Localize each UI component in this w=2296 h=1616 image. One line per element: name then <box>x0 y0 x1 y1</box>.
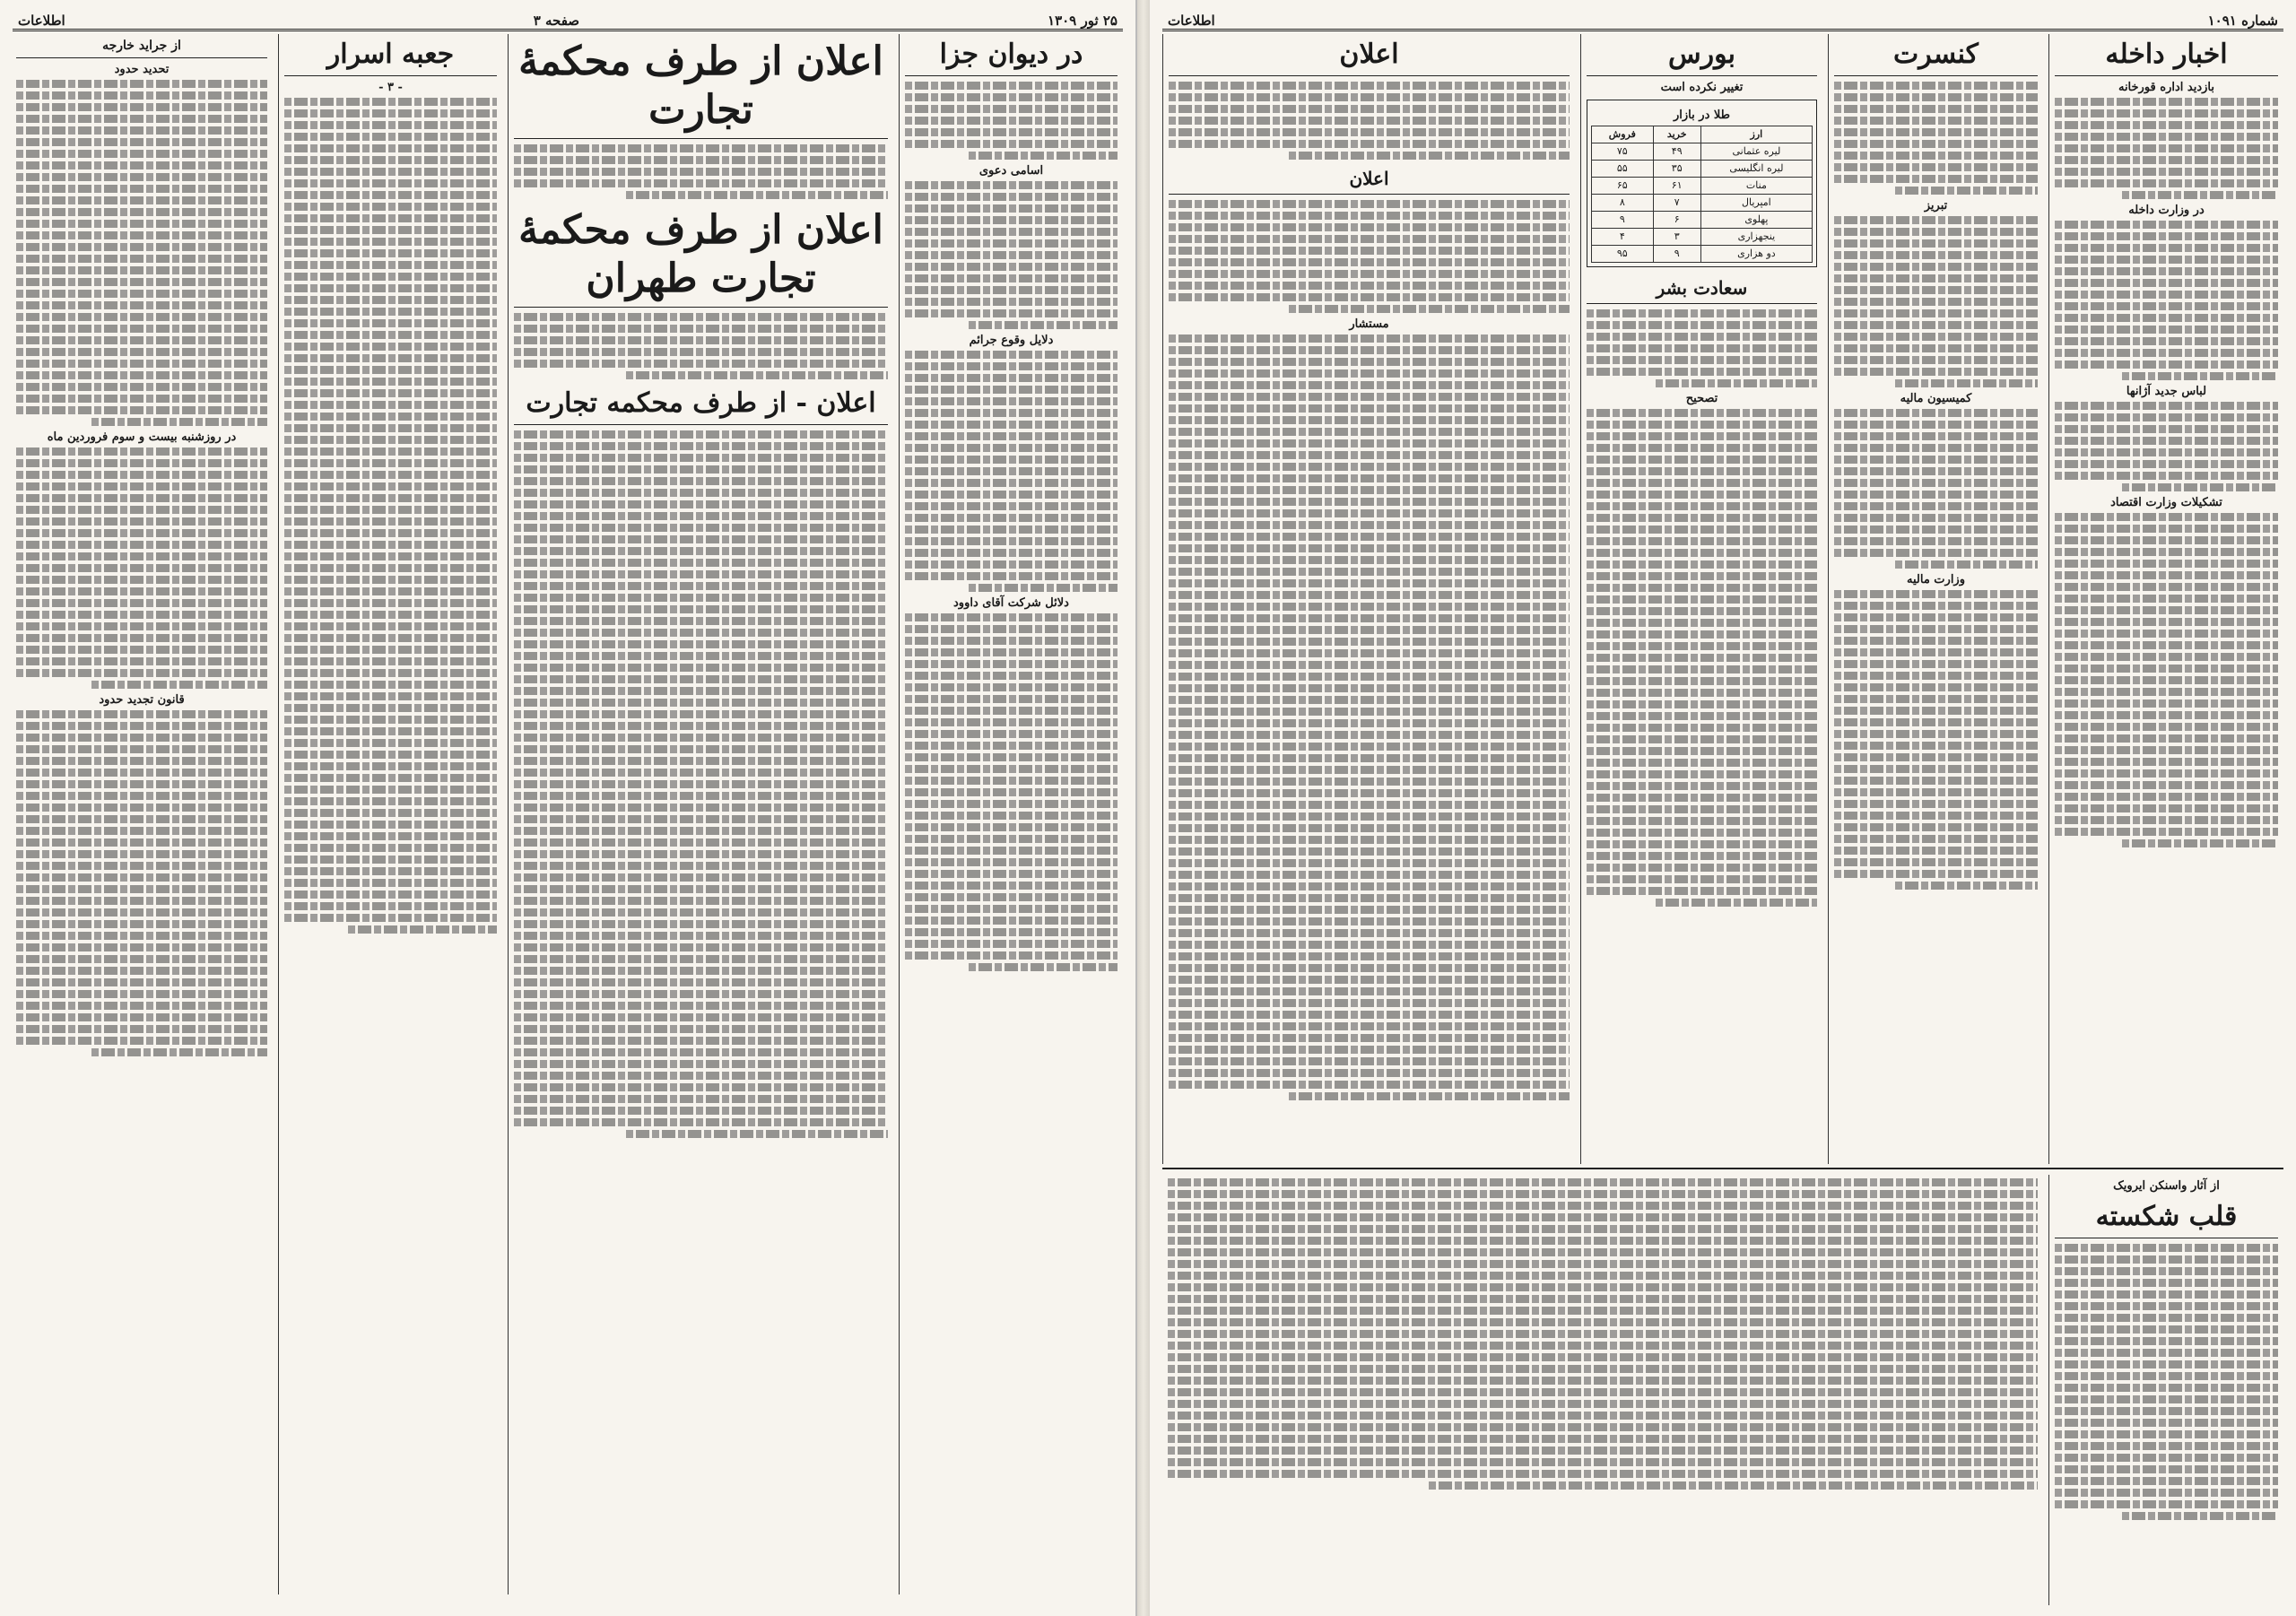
kicker: از آثار واسنکن ایرویک <box>2113 1179 2220 1193</box>
column-heading: جعبه اسرار <box>284 34 497 76</box>
table-header: فروش <box>1592 126 1654 143</box>
column-heading: بورس <box>1587 34 1817 76</box>
column-feuilleton <box>2048 1175 2283 1605</box>
column-secrets <box>278 34 502 1594</box>
column-foreign-press <box>11 34 273 1594</box>
subheading-large: اعلان <box>1169 163 1570 195</box>
subheading: کمیسیون مالیه <box>1900 392 1972 405</box>
table-cell: ۳۵ <box>1653 161 1700 178</box>
header-page-no: صفحه ۳ <box>533 13 580 29</box>
column-heading: قلب شکسته <box>2055 1196 2278 1238</box>
column-feuilleton-cont <box>1162 1175 2043 1605</box>
subheading-large: سعادت بشر <box>1587 273 1817 304</box>
column-bourse <box>1580 34 1822 1164</box>
column-commerce-court <box>508 34 893 1594</box>
column-heading: از جراید خارجه <box>16 34 267 58</box>
newspaper-page-right <box>1150 0 2296 1616</box>
subheading: اسامی دعوی <box>978 164 1044 178</box>
subheading-large: اعلان - از طرف محکمه تجارت <box>514 383 888 425</box>
column-heading: کنسرت <box>1834 34 2038 76</box>
table-row <box>1592 178 1813 195</box>
bourse-rates-table <box>1591 126 1813 263</box>
table-cell: ۵۵ <box>1592 161 1654 178</box>
subheading: در وزارت داخله <box>2128 204 2205 217</box>
table-cell: ۷ <box>1653 195 1700 212</box>
column-concert <box>1828 34 2043 1164</box>
page-header-strip <box>1162 5 2283 31</box>
subheading: دلایل وقوع جرائم <box>969 334 1054 347</box>
subheading-large: اعلان از طرف محکمهٔ تجارت طهران <box>514 203 888 308</box>
subheading: وزارت مالیه <box>1907 573 1965 586</box>
table-cell: ۴۹ <box>1653 143 1700 161</box>
table-cell: ۶۱ <box>1653 178 1700 195</box>
table-cell: منات <box>1700 178 1812 195</box>
subheading: تبریز <box>1924 199 1948 213</box>
subheading: بازدید اداره قورخانه <box>2118 81 2215 94</box>
subheading: تصحیح <box>1685 392 1718 405</box>
column-domestic-news <box>2048 34 2283 1164</box>
table-cell: ۴ <box>1592 229 1654 246</box>
column-heading: اعلان از طرف محکمهٔ تجارت <box>514 34 888 139</box>
column-notices <box>1162 34 1575 1164</box>
subheading: مستشار <box>1349 317 1389 331</box>
table-cell: لیره انگلیسی <box>1700 161 1812 178</box>
table-cell: امپریال <box>1700 195 1812 212</box>
table-row <box>1592 229 1813 246</box>
table-cell: ۹ <box>1653 246 1700 263</box>
table-row <box>1592 143 1813 161</box>
column-heading: در دیوان جزا <box>905 34 1118 76</box>
page-gutter <box>1137 0 1150 1616</box>
table-cell: ۹۵ <box>1592 246 1654 263</box>
header-issue: شماره ۱۰۹۱ <box>2207 13 2278 29</box>
table-cell: ۸ <box>1592 195 1654 212</box>
page-header-strip <box>13 5 1123 31</box>
subheading: دلائل شرکت آقای داوود <box>953 596 1069 610</box>
table-row <box>1592 195 1813 212</box>
subheading: تغییر نکرده است <box>1660 81 1744 94</box>
subheading: - ۳ - <box>378 81 403 94</box>
table-header: ارز <box>1700 126 1812 143</box>
table-row <box>1592 246 1813 263</box>
table-row <box>1592 161 1813 178</box>
bourse-table-box <box>1587 100 1817 267</box>
subheading: قانون تجدید حدود <box>99 693 185 707</box>
subheading: لباس جدید آژانها <box>2126 385 2207 398</box>
table-cell: ۶۵ <box>1592 178 1654 195</box>
header-paper: اطلاعات <box>18 13 65 29</box>
table-header: خرید <box>1653 126 1700 143</box>
table-cell: دو هزاری <box>1700 246 1812 263</box>
subheading: تشکیلات وزارت اقتصاد <box>2110 496 2222 509</box>
table-cell: ۹ <box>1592 212 1654 229</box>
column-heading: اعلان <box>1169 34 1570 76</box>
newspaper-page-left <box>0 0 1137 1616</box>
table-cell: ۶ <box>1653 212 1700 229</box>
table-cell: ۷۵ <box>1592 143 1654 161</box>
article-body <box>905 82 1118 160</box>
column-court <box>899 34 1123 1594</box>
bourse-table-caption: طلا در بازار <box>1674 109 1730 122</box>
table-cell: پهلوی <box>1700 212 1812 229</box>
subheading: در روزشنبه بیست و سوم فروردین ماه <box>47 430 237 444</box>
header-paper: اطلاعات <box>1168 13 1215 29</box>
column-heading: اخبار داخله <box>2055 34 2278 76</box>
table-cell: ۳ <box>1653 229 1700 246</box>
subheading: تحدید حدود <box>114 63 170 76</box>
table-row <box>1592 212 1813 229</box>
section-divider <box>1162 1168 2283 1169</box>
table-cell: ینجهزاری <box>1700 229 1812 246</box>
table-cell: لیره عثمانی <box>1700 143 1812 161</box>
header-date: ۲۵ ثور ۱۳۰۹ <box>1048 13 1118 29</box>
